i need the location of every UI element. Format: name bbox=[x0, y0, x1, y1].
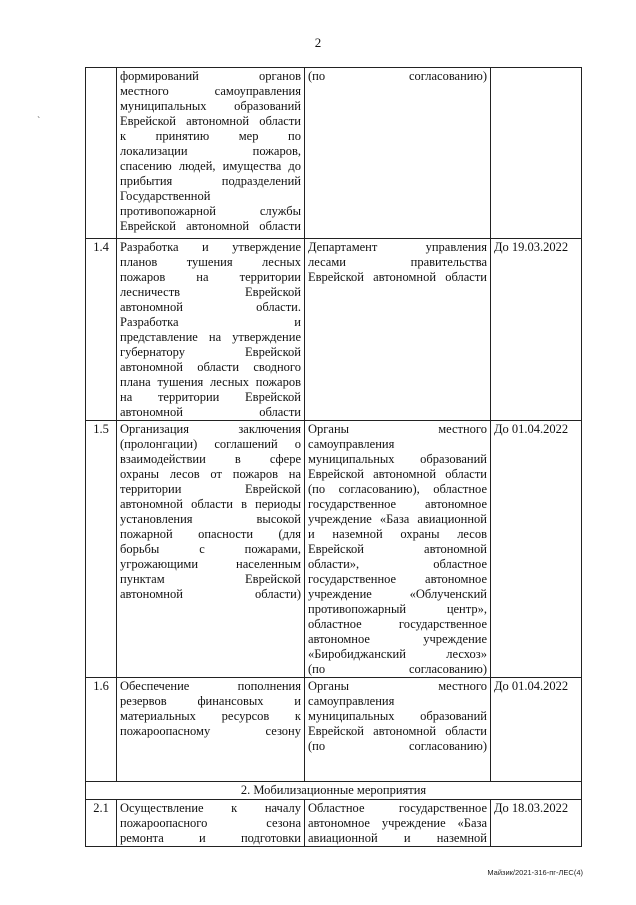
row-number: 2.1 bbox=[86, 800, 117, 847]
row-number: 1.5 bbox=[86, 421, 117, 678]
deadline-cell: До 01.04.2022 bbox=[491, 678, 582, 782]
action-cell bbox=[117, 678, 305, 782]
executor-text: (по согласованию) bbox=[308, 69, 487, 83]
action-text: формирований органов местного самоуправления муниципальных образований Еврейской автономной области к принятию мер по локализации пожаров, спасению людей, имущества до прибытия подразделений Государственной противопожарной службы Еврейской автономной области bbox=[120, 69, 301, 233]
table-row bbox=[86, 239, 582, 421]
row-number bbox=[86, 68, 117, 239]
deadline-cell: До 19.03.2022 bbox=[491, 239, 582, 421]
section-title: 2. Мобилизационные мероприятия bbox=[86, 782, 582, 800]
row-number: 1.6 bbox=[86, 678, 117, 782]
executor-text: Органы местного самоуправления муниципальных образований Еврейской автономной области (по согласованию), областное государственное автономное учреждение «База авиационной и наземной охраны лесов Еврейской автономной области», областное государственное автономное учреждение «Облученский противопожарный центр», областное государственное автономное учреждение «Биробиджанский лесхоз» (по согласованию) bbox=[308, 422, 487, 676]
deadline-cell: До 18.03.2022 bbox=[491, 800, 582, 847]
executor-cell bbox=[305, 239, 491, 421]
table-row bbox=[86, 678, 582, 782]
action-cell bbox=[117, 800, 305, 847]
executor-cell bbox=[305, 800, 491, 847]
measures-table bbox=[85, 67, 582, 847]
executor-text: Органы местного самоуправления муниципальных образований Еврейской автономной области (по согласованию) bbox=[308, 679, 487, 753]
section-header-row bbox=[86, 782, 582, 800]
table-row bbox=[86, 800, 582, 847]
action-text: Обеспечение пополнения резервов финансовых и материальных ресурсов к пожароопасному сезону bbox=[120, 679, 301, 738]
table-row bbox=[86, 421, 582, 678]
page-number: 2 bbox=[314, 35, 322, 50]
deadline-cell bbox=[491, 68, 582, 239]
row-number: 1.4 bbox=[86, 239, 117, 421]
executor-text: Областное государственное автономное учреждение «База авиационной и наземной bbox=[308, 801, 487, 845]
executor-cell bbox=[305, 678, 491, 782]
action-text: Разработка и утверждение планов тушения лесных пожаров на территории лесничеств Еврейской автономной области. Разработка и представление на утверждение губернатору Еврейской автономной области сводного плана тушения лесных пожаров на территории Еврейской автономной области bbox=[120, 240, 301, 419]
executor-text: Департамент управления лесами правительства Еврейской автономной области bbox=[308, 240, 487, 284]
scan-mark: ` bbox=[37, 116, 41, 127]
action-cell bbox=[117, 239, 305, 421]
document-code: Майзик/2021-316-пг-ЛЕС(4) bbox=[487, 868, 583, 877]
action-text: Организация заключения (пролонгации) соглашений о взаимодействии в сфере охраны лесов от пожаров на территории Еврейской автономной области в периоды установления высокой пожарной опасности (для борьбы с пожарами, угрожающими населенным пунктам Еврейской автономной области) bbox=[120, 422, 301, 601]
action-cell bbox=[117, 68, 305, 239]
deadline-cell: До 01.04.2022 bbox=[491, 421, 582, 678]
executor-cell bbox=[305, 421, 491, 678]
action-cell bbox=[117, 421, 305, 678]
table-row bbox=[86, 68, 582, 239]
executor-cell bbox=[305, 68, 491, 239]
action-text: Осуществление к началу пожароопасного сезона ремонта и подготовки bbox=[120, 801, 301, 845]
